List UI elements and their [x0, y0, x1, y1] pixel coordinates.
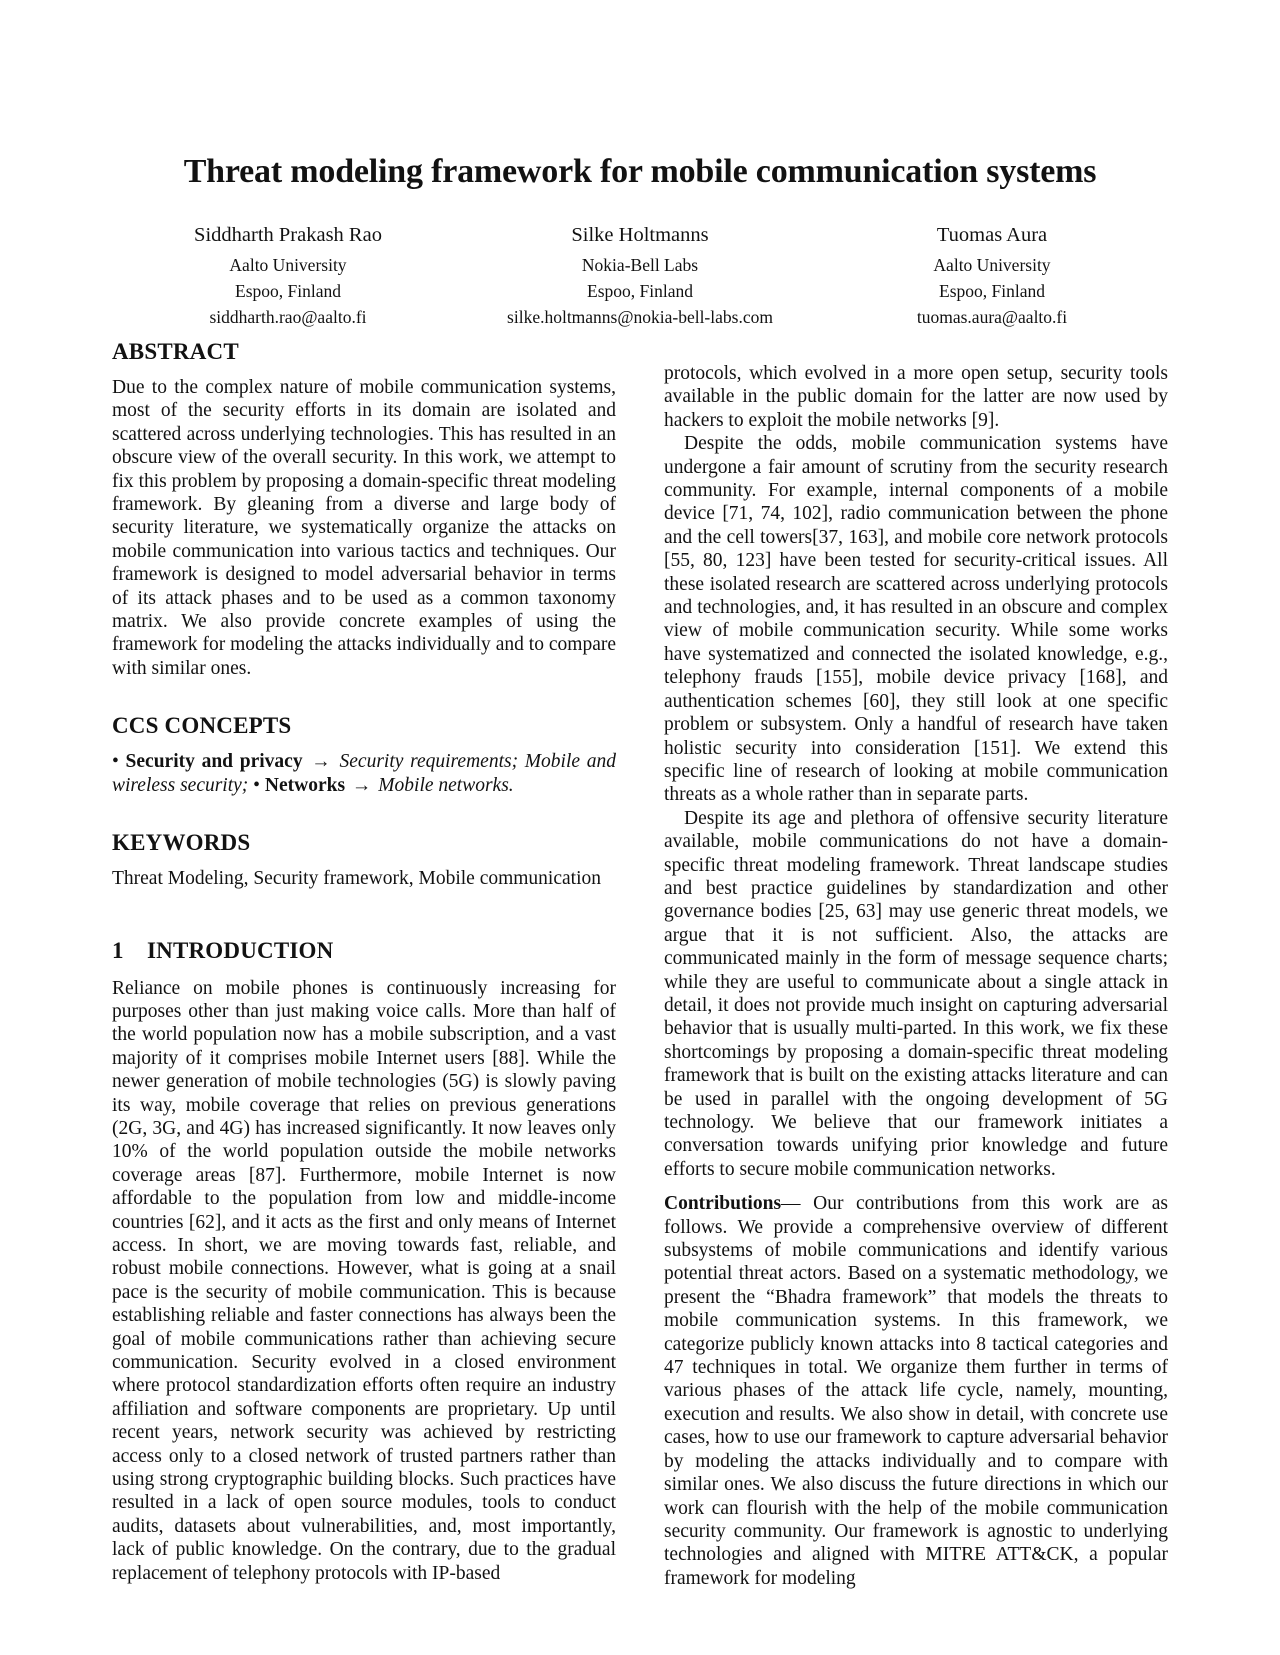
author-3 — [816, 222, 1168, 330]
ccs-text — [112, 750, 616, 797]
author-location: Espoo, Finland — [587, 281, 693, 301]
author-location: Espoo, Finland — [939, 281, 1045, 301]
left-column — [112, 338, 616, 1590]
ccs-concept-bold: Networks — [264, 774, 346, 796]
right-arrow-icon: → — [311, 751, 331, 773]
author-1 — [112, 222, 464, 330]
author-name: Siddharth Prakash Rao — [194, 224, 382, 246]
keywords-text: Threat Modeling, Security framework, Mobile communication — [112, 868, 601, 890]
contributions-text: — Our contributions from this work are as follows. We provide a comprehensive overview of different subsystems of mobile communications and identify various potential threat actors. Based on a systematic methodology, we present the “Bhadra framework” that models the threats to mobile communication systems. In this framework, we categorize publicly known attacks into 8 tactical categories and 47 techniques in total. We organize them further in terms of various phases of the attack life cycle, namely, mounting, execution and results. We also show in detail, with concrete use cases, how to use our framework to capture adversarial behavior by modeling the attacks individually and to compare with similar ones. We also discuss the future directions in which our work can flourish with the help of the mobile communication security community. Our framework is agnostic to underlying technologies and aligned with MITRE ATT&CK, a popular framework for modeling — [664, 1193, 1168, 1589]
paper-title: Threat modeling framework for mobile communication systems — [183, 153, 1097, 190]
ccs-concept-italic: Security requirements; Mobile and wireless security; — [112, 751, 616, 796]
author-email: tuomas.aura@aalto.fi — [916, 307, 1068, 327]
contributions-label: Contributions — [664, 1193, 782, 1215]
author-email: silke.holtmanns@nokia-bell-labs.com — [507, 307, 773, 327]
author-affiliation: Aalto University — [229, 255, 347, 275]
abstract-text: Due to the complex nature of mobile communication systems, most of the security efforts in its domain are isolated and scattered across underlying technologies. This has resulted in an obscure view of the overall security. In this work, we attempt to fix this problem by proposing a domain-specific threat modeling framework. By gleaning from a diverse and large body of security literature, we systematically organize the attacks on mobile communication into various tactics and techniques. Our framework is designed to model adversarial behavior in terms of its attack phases and to be used as a common taxonomy matrix. We also provide concrete examples of using the framework for modeling the attacks individually and to compare with similar ones. — [112, 377, 616, 679]
ccs-bullet: • — [112, 751, 119, 773]
keywords-heading: KEYWORDS — [112, 830, 251, 856]
body-paragraph: Despite the odds, mobile communication systems have undergone a fair amount of scrutiny from the security research community. For example, internal components of a mobile device [71, 74, 102], radio communication between the phone and the cell towers[37, 163], and mobile core network protocols [55, 80, 123] have been tested for security-critical issues. All these isolated research are scattered across underlying protocols and technologies, and, it has resulted in an obscure and complex view of mobile communication security. While some works have systematized and connected the isolated knowledge, e.g., telephony frauds [155], mobile device privacy [168], and authentication schemes [60], they still look at one specific problem or subsystem. Only a handful of research have taken holistic security into consideration [151]. We extend this specific line of research of looking at mobile communication threats as a whole rather than in separate parts. — [664, 433, 1168, 806]
ccs-concept-bold: Security and privacy — [125, 751, 303, 773]
contributions-paragraph — [664, 1192, 1168, 1590]
body-paragraph: Despite its age and plethora of offensive security literature available, mobile communications do not have a domain-specific threat modeling framework. Threat landscape studies and best practice guidelines by standardization and other governance bodies [25, 63] may use generic threat models, we argue that it is not sufficient. Also, the attacks are communicated mainly in the form of message sequence charts; while they are useful to communicate about a single attack in detail, it does not provide much insight on capturing adversarial behavior that is usually multi-parted. In this work, we fix these shortcomings by proposing a domain-specific threat modeling framework that is built on the existing attacks literature and can be used in parallel with the ongoing development of 5G technology. We believe that our framework initiates a conversation towards unifying prior knowledge and future efforts to secure mobile communication networks. — [664, 807, 1168, 1180]
author-2 — [464, 222, 816, 330]
ccs-bullet: • — [253, 774, 260, 796]
ccs-heading: CCS CONCEPTS — [112, 713, 292, 739]
introduction-heading — [112, 937, 616, 965]
author-email: siddharth.rao@aalto.fi — [209, 307, 367, 327]
author-block — [112, 222, 1168, 330]
author-name: Silke Holtmanns — [571, 224, 709, 246]
section-number: 1 — [112, 937, 124, 963]
author-name: Tuomas Aura — [936, 224, 1048, 246]
right-column — [664, 338, 1168, 1590]
introduction-paragraph: Reliance on mobile phones is continuously increasing for purposes other than just making voice calls. More than half of the world population now has a mobile subscription, and a vast majority of it comprises mobile Internet users [88]. While the newer generation of mobile technologies (5G) is slowly paving its way, mobile coverage that relies on previous generations (2G, 3G, and 4G) has increased significantly. It now leaves only 10% of the world population outside the mobile networks coverage areas [87]. Furthermore, mobile Internet is now affordable to the population from low and middle-income countries [62], and it acts as the first and only means of Internet access. In short, we are moving towards fast, reliable, and robust mobile connections. However, what is going at a snail pace is the security of mobile communication. This is because establishing reliable and faster connections has always been the goal of mobile communications rather than achieving secure communication. Security evolved in a closed environment where protocol standardization efforts often require an industry affiliation and software components are proprietary. Up until recent years, network security was achieved by restricting access only to a closed network of trusted partners rather than using strong cryptographic building blocks. Such practices have resulted in a lack of open source modules, tools to conduct audits, datasets about vulnerabilities, and, most importantly, lack of public knowledge. On the contrary, due to the gradual replacement of telephony protocols with IP-based — [112, 977, 616, 1584]
two-column-body — [112, 338, 1168, 1590]
author-location: Espoo, Finland — [235, 281, 341, 301]
section-title: INTRODUCTION — [147, 937, 334, 963]
body-paragraph: protocols, which evolved in a more open setup, security tools available in the public domain for the latter are now used by hackers to exploit the mobile networks [9]. — [664, 363, 1168, 431]
right-arrow-icon: → — [351, 774, 372, 796]
author-affiliation: Aalto University — [933, 255, 1051, 275]
ccs-concept-italic: Mobile networks. — [378, 774, 514, 796]
abstract-heading: ABSTRACT — [112, 339, 239, 364]
author-affiliation: Nokia-Bell Labs — [581, 255, 699, 275]
